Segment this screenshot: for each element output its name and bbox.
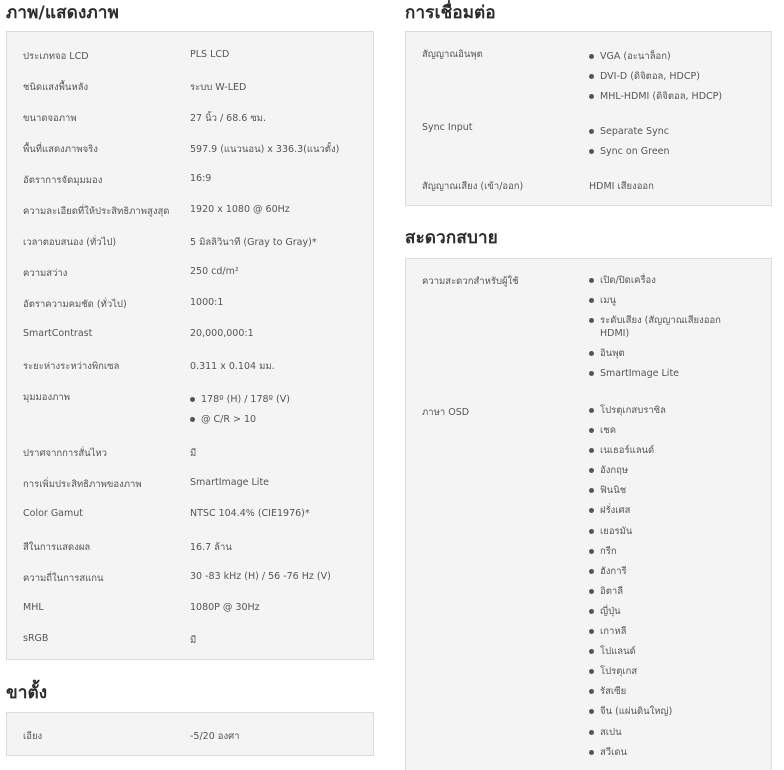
- list-item: สเปน: [589, 723, 749, 743]
- list-item: อังกฤษ: [589, 461, 749, 481]
- spec-value: HDMI เสียงออก: [589, 181, 654, 192]
- list-item: ญี่ปุ่น: [589, 602, 749, 622]
- spec-label: Color Gamut: [23, 508, 84, 519]
- sync-input-list: [589, 122, 749, 162]
- spec-label: ความสะดวกสำหรับผู้ใช้: [422, 276, 519, 287]
- spec-label: ประเภทจอ LCD: [23, 51, 89, 62]
- bullet-icon: [589, 689, 594, 694]
- spec-value: PLS LCD: [190, 49, 230, 60]
- connectivity-spec-table: [405, 31, 772, 206]
- spec-label: SmartContrast: [23, 328, 93, 339]
- list-item: MHL-HDMI (ดิจิตอล, HDCP): [589, 87, 749, 107]
- bullet-icon: [589, 669, 594, 674]
- spec-label: เอียง: [23, 731, 43, 742]
- list-item: DVI-D (ดิจิตอล, HDCP): [589, 67, 749, 87]
- bullet-icon: [589, 448, 594, 453]
- spec-value: 16.7 ล้าน: [190, 542, 232, 553]
- spec-label: sRGB: [23, 633, 49, 644]
- spec-label: ความละเอียดที่ให้ประสิทธิภาพสูงสุด: [23, 206, 170, 217]
- spec-value: มี: [190, 448, 197, 459]
- stand-spec-table: [6, 712, 374, 756]
- bullet-icon: [589, 351, 594, 356]
- list-item: 178º (H) / 178º (V): [190, 390, 290, 410]
- list-item: Separate Sync: [589, 122, 749, 142]
- spec-label: ความถี่ในการสแกน: [23, 573, 104, 584]
- spec-label: ระยะห่างระหว่างพิกเซล: [23, 361, 120, 372]
- spec-label: เวลาตอบสนอง (ทั่วไป): [23, 237, 117, 248]
- bullet-icon: [589, 408, 594, 413]
- spec-label: สีในการแสดงผล: [23, 542, 91, 553]
- bullet-icon: [589, 54, 594, 59]
- list-item: เชค: [589, 421, 749, 441]
- list-item: Sync on Green: [589, 142, 749, 162]
- list-item: เยอรมัน: [589, 522, 749, 542]
- spec-label: มุมมองภาพ: [23, 392, 70, 403]
- display-section-title: ภาพ/แสดงภาพ: [6, 3, 119, 23]
- list-item: โปรตุเกสบราซิล: [589, 401, 749, 421]
- list-item: ฮังการี: [589, 562, 749, 582]
- spec-value: 27 นิ้ว / 68.6 ซม.: [190, 113, 267, 124]
- spec-value: มี: [190, 635, 197, 646]
- bullet-icon: [589, 589, 594, 594]
- bullet-icon: [589, 488, 594, 493]
- bullet-icon: [589, 709, 594, 714]
- spec-value: 16:9: [190, 173, 212, 184]
- spec-label: ภาษา OSD: [422, 407, 470, 418]
- bullet-icon: [190, 397, 195, 402]
- spec-label: ปราศจากการสั่นไหว: [23, 448, 108, 459]
- convenience-spec-table: [405, 258, 772, 770]
- list-item: โปรตุเกส: [589, 662, 749, 682]
- spec-label: พื้นที่แสดงภาพจริง: [23, 144, 98, 155]
- bullet-icon: [589, 750, 594, 755]
- stand-section-title: ขาตั้ง: [6, 683, 48, 703]
- spec-value: NTSC 104.4% (CIE1976)*: [190, 508, 310, 519]
- display-spec-table: [6, 31, 374, 660]
- bullet-icon: [589, 371, 594, 376]
- spec-value: 0.311 x 0.104 มม.: [190, 361, 275, 372]
- spec-label: ความสว่าง: [23, 268, 68, 279]
- user-convenience-list: [589, 270, 749, 387]
- bullet-icon: [589, 129, 594, 134]
- bullet-icon: [589, 609, 594, 614]
- list-item: อิตาลี: [589, 582, 749, 602]
- connectivity-section-title: การเชื่อมต่อ: [405, 3, 496, 23]
- bullet-icon: [589, 278, 594, 283]
- bullet-icon: [589, 94, 594, 99]
- bullet-icon: [190, 417, 195, 422]
- list-item: อินพุต: [589, 347, 749, 367]
- spec-value: 30 -83 kHz (H) / 56 -76 Hz (V): [190, 571, 331, 582]
- bullet-icon: [589, 629, 594, 634]
- bullet-icon: [589, 549, 594, 554]
- spec-value: -5/20 องศา: [190, 731, 240, 742]
- spec-label: Sync Input: [422, 122, 473, 133]
- list-item: รัสเซีย: [589, 682, 749, 702]
- convenience-section-title: สะดวกสบาย: [405, 228, 498, 248]
- list-item: เนเธอร์แลนด์: [589, 441, 749, 461]
- spec-label: MHL: [23, 602, 44, 613]
- spec-value: ระบบ W-LED: [190, 82, 247, 93]
- list-item: เปิด/ปิดเครื่อง: [589, 270, 749, 294]
- bullet-icon: [589, 649, 594, 654]
- spec-value: 5 มิลลิวินาที (Gray to Gray)*: [190, 237, 317, 248]
- list-item: โปแลนด์: [589, 642, 749, 662]
- spec-value: 1080P @ 30Hz: [190, 602, 260, 613]
- list-item: สวีเดน: [589, 743, 749, 763]
- bullet-icon: [589, 569, 594, 574]
- spec-value: SmartImage Lite: [190, 477, 270, 488]
- list-item: VGA (อะนาล็อก): [589, 47, 749, 67]
- list-item: ระดับเสียง (สัญญาณเสียงออก HDMI): [589, 314, 749, 347]
- spec-label: สัญญาณเสียง (เข้า/ออก): [422, 181, 524, 192]
- spec-value: 597.9 (แนวนอน) x 336.3(แนวตั้ง): [190, 144, 340, 155]
- spec-value: 250 cd/m²: [190, 266, 239, 277]
- bullet-icon: [589, 468, 594, 473]
- bullet-icon: [589, 318, 594, 323]
- bullet-icon: [589, 428, 594, 433]
- list-item: ฟินนิช: [589, 481, 749, 501]
- list-item: กรีก: [589, 542, 749, 562]
- bullet-icon: [589, 298, 594, 303]
- spec-label: ชนิดแสงพื้นหลัง: [23, 82, 89, 93]
- list-item: SmartImage Lite: [589, 367, 749, 387]
- bullet-icon: [589, 730, 594, 735]
- list-item: เมนู: [589, 294, 749, 314]
- spec-value: 20,000,000:1: [190, 328, 254, 339]
- spec-label: อัตราการจัดมุมมอง: [23, 175, 103, 186]
- spec-label: สัญญาณอินพุต: [422, 49, 483, 60]
- bullet-icon: [589, 508, 594, 513]
- spec-label: อัตราความคมชัด (ทั่วไป): [23, 299, 127, 310]
- osd-languages-list: [589, 401, 749, 763]
- list-item: @ C/R > 10: [190, 410, 290, 430]
- list-item: เกาหลี: [589, 622, 749, 642]
- spec-label: การเพิ่มประสิทธิภาพของภาพ: [23, 479, 142, 490]
- list-item: จีน (แผ่นดินใหญ่): [589, 702, 749, 722]
- bullet-icon: [589, 149, 594, 154]
- bullet-icon: [589, 529, 594, 534]
- spec-label: ขนาดจอภาพ: [23, 113, 77, 124]
- spec-value: 1920 x 1080 @ 60Hz: [190, 204, 290, 215]
- spec-value: 1000:1: [190, 297, 224, 308]
- list-item: ฝรั่งเศส: [589, 501, 749, 521]
- bullet-icon: [589, 74, 594, 79]
- signal-input-list: [589, 47, 749, 107]
- viewing-angle-list: [190, 390, 290, 430]
